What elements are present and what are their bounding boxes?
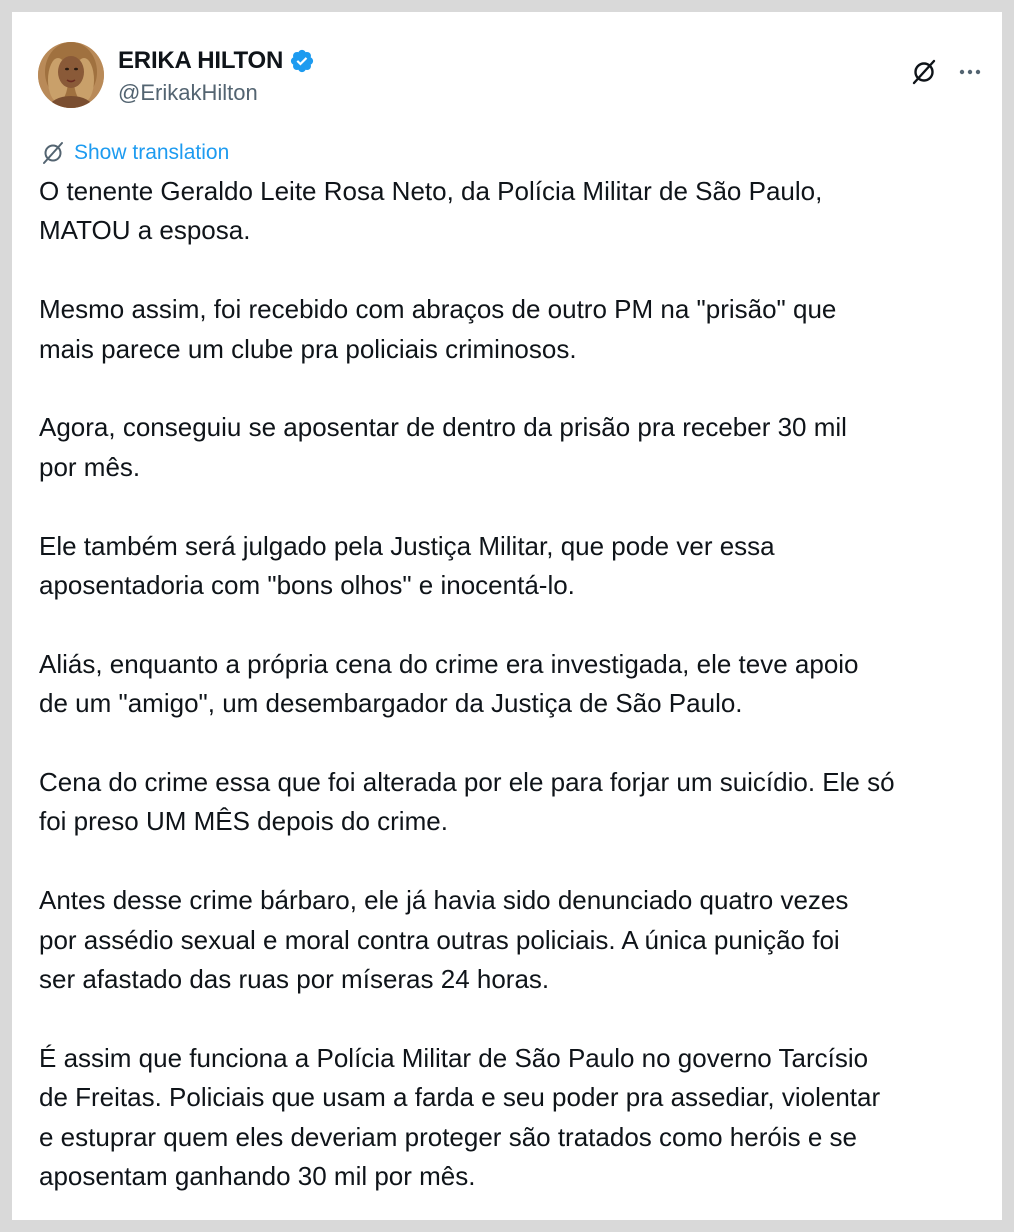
tweet-paragraph: Aliás, enquanto a própria cena do crime era investigada, ele teve apoio de um "amigo", um desembargador da Justiça de São Paulo. bbox=[39, 648, 859, 719]
translate-icon bbox=[40, 140, 66, 166]
tweet-paragraph: Cena do crime essa que foi alterada por ele para forjar um suicídio. Ele só foi preso UM MÊS depois do crime. bbox=[39, 767, 895, 837]
verified-badge-icon bbox=[289, 48, 315, 74]
tweet-paragraph: Antes desse crime bárbaro, ele já havia sido denunciado quatro vezes por assédio sexual e moral contra outras policiais. A única punição foi ser afastado das ruas por míseras 24 horas. bbox=[39, 885, 849, 995]
tweet-text bbox=[39, 172, 985, 1196]
author-handle[interactable]: @ErikakHilton bbox=[118, 80, 258, 105]
display-name[interactable]: ERIKA HILTON bbox=[118, 47, 284, 74]
author-names bbox=[118, 46, 315, 106]
avatar[interactable] bbox=[38, 42, 104, 108]
tweet-paragraph: O tenente Geraldo Leite Rosa Neto, da Polícia Militar de São Paulo, MATOU a esposa. bbox=[39, 176, 823, 246]
more-dots-icon[interactable] bbox=[956, 58, 984, 86]
tweet-card bbox=[12, 12, 1002, 1220]
show-translation-label[interactable]: Show translation bbox=[74, 141, 230, 164]
grok-slash-icon[interactable] bbox=[910, 58, 938, 86]
show-translation-link[interactable] bbox=[40, 138, 229, 168]
tweet-paragraph: Mesmo assim, foi recebido com abraços de outro PM na "prisão" que mais parece um clube pra policiais criminosos. bbox=[39, 294, 837, 364]
tweet-paragraph: Agora, conseguiu se aposentar de dentro da prisão pra receber 30 mil por mês. bbox=[39, 412, 847, 482]
tweet-paragraph: Ele também será julgado pela Justiça Militar, que pode ver essa aposentadoria com "bons olhos" e inocentá-lo. bbox=[39, 530, 775, 601]
tweet-header bbox=[38, 42, 984, 126]
tweet-paragraph: É assim que funciona a Polícia Militar de São Paulo no governo Tarcísio de Freitas. Policiais que usam a farda e seu poder pra assediar, violentar e estuprar quem eles deveriam proteger são tratados como heróis e se aposentam ganhando 30 mil por mês. bbox=[39, 1042, 881, 1192]
